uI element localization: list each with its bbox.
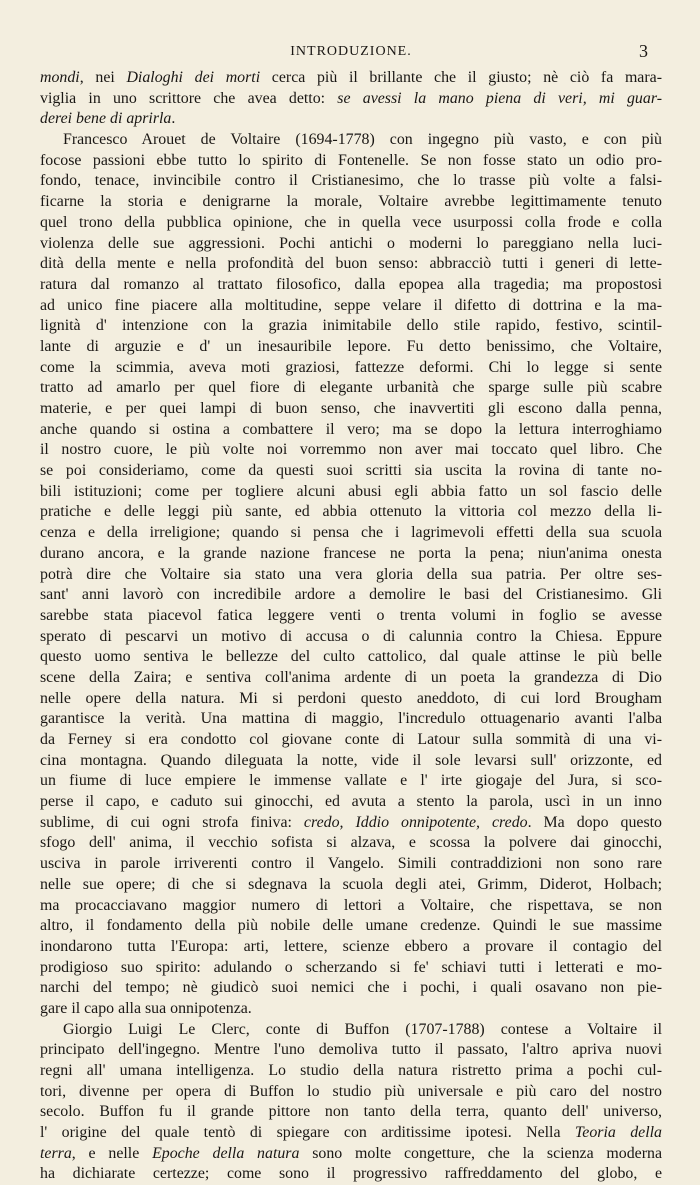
text-segment: durano ancora, e la grande nazione francese ne porta la pena; niun'anima onesta	[40, 544, 662, 562]
text-line	[40, 689, 662, 710]
text-segment: scene della Zaira; e sentiva coll'anima ardente di un poeta la grandezza di Dio	[40, 668, 662, 686]
text-segment: dità della mente e nella profondità del buon senso: abbracciò tutti i generi di lette-	[40, 255, 662, 273]
text-segment: materie, e per quei lampi di buon senso, che inavvertiti gli escono dalla penna,	[40, 400, 662, 417]
text-segment: da Ferney si era condotto col giovane conte di Latour sulla sommità di una vi-	[40, 731, 662, 748]
text-line	[40, 854, 662, 875]
text-segment: un fiume di luce empiere le immense vallate e l' irte giogaje del Jura, si sco-	[40, 772, 662, 790]
text-segment: se poi consideriamo, come da questi suoi scritti sia uscita la rovina di tante no-	[40, 462, 662, 480]
text-line	[40, 296, 662, 317]
text-line	[40, 378, 662, 399]
text-line	[40, 937, 662, 958]
running-head: INTRODUZIONE.	[290, 44, 412, 59]
text-segment: tori, divenne per opera di Buffon lo studio più universale e più caro del nostro	[40, 1082, 662, 1100]
text-segment: altro, il fondamento della più nobile delle umane credenze. Quindi le sue massime	[40, 917, 662, 935]
text-line	[40, 751, 662, 772]
text-segment: . Ma dopo questo	[527, 813, 662, 831]
text-segment: narchi del tempo; nè giudicò suoi nemici che i pochi, i quali osavano non pie-	[40, 979, 662, 997]
text-segment: prodigioso suo spirito: adulando o scherzando si fe' schiavi tutti i letterati e mo-	[40, 958, 662, 976]
text-line	[40, 461, 662, 482]
text-line	[40, 151, 662, 172]
text-segment: ma procacciavano maggior numero di lettori a Voltaire, che rispettava, se non	[40, 896, 662, 914]
italic-segment: credo, Iddio onnipotente, credo	[303, 813, 528, 831]
text-segment: ha dichiarate certezze; come sono il progressivo raffreddamento del globo, e	[40, 1165, 662, 1183]
text-segment: Giorgio Luigi Le Clerc, conte di Buffon (1707-1788) contese a Voltaire il	[63, 1020, 662, 1038]
text-line	[40, 585, 662, 606]
text-line	[40, 275, 662, 296]
text-line	[40, 234, 662, 255]
text-segment: come la scimmia, aveva moti graziosi, fattezze deformi. Chi lo legge si sente	[40, 358, 662, 376]
text-line	[40, 565, 662, 586]
text-line	[40, 337, 662, 358]
text-line	[40, 792, 662, 813]
italic-segment: Epoche della natura	[152, 1144, 300, 1162]
text-segment: viglia in uno scrittore che avea detto:	[40, 89, 338, 107]
italic-segment: Teoria della	[574, 1124, 662, 1142]
text-segment: usciva in parole irriverenti contro il Vangelo. Simili contraddizioni non sono rare	[40, 855, 662, 873]
text-segment: ratura dal romanzo al trattato filosofico, dalla epopea alla tragedia; ma propostosi	[40, 275, 662, 293]
text-segment: , e nelle	[71, 1144, 153, 1162]
text-line	[40, 1061, 662, 1082]
text-segment: nelle opere della natura. Mi si perdoni questo aneddoto, di cui lord Brougham	[40, 689, 662, 707]
text-segment: ficarne la storia e denigrarne la morale, Voltaire avrebbe legittimamente tenuto	[40, 193, 662, 211]
text-line	[40, 192, 662, 213]
text-segment: nelle sue opere; di che si sdegnava la scuola degli atei, Grimm, Diderot, Holbach;	[40, 875, 662, 893]
text-line	[40, 916, 662, 937]
text-segment: potrà dire che Voltaire sia stato una vera gloria della sua patria. Per oltre ses-	[40, 565, 662, 583]
text-segment: gare il capo alla sua onnipotenza.	[40, 999, 252, 1017]
text-segment: cina montagna. Quando dileguata la notte, vide il sole levarsi sull' orizzonte, ed	[40, 751, 662, 769]
text-line	[40, 958, 662, 979]
text-line	[40, 1082, 662, 1103]
text-segment: sfogo dell' anima, il vecchio sofista si alzava, e scossa la polvere dai ginocchi,	[40, 834, 662, 852]
text-line	[40, 668, 662, 689]
text-line	[40, 709, 662, 730]
text-line	[40, 440, 662, 461]
text-segment: garantisce la verità. Una mattina di maggio, l'incredulo ottuagenario avanti l'alba	[40, 710, 662, 728]
text-segment: principato dell'ingegno. Mentre l'uno demoliva tutto il passato, l'altro apriva nuovi	[40, 1041, 662, 1059]
text-line	[40, 109, 662, 130]
text-segment: lignità d' intenzione con la grazia inimitabile dello stile rapido, festivo, scintil-	[40, 317, 662, 335]
text-line	[40, 171, 662, 192]
text-segment: cerca più il brillante che il giusto; nè ciò fa mara-	[260, 69, 662, 86]
text-line	[40, 502, 662, 523]
text-segment: perse il capo, e caduto sui ginocchi, ed avuta a stento la parola, uscì in un inno	[40, 793, 662, 811]
text-segment: questo uomo sentiva le bellezze del culto cattolico, dal quale attinse le più belle	[40, 648, 662, 666]
italic-segment: mondi	[40, 69, 80, 86]
text-line	[40, 627, 662, 648]
text-segment: .	[171, 110, 176, 128]
text-segment: sublime, di cui ogni strofa finiva:	[40, 813, 304, 831]
text-line	[40, 606, 662, 627]
text-line	[40, 1164, 662, 1185]
text-segment: fondo, tenace, invincibile contro il Cristianesimo, che lo trasse più volte a falsi-	[40, 172, 662, 190]
text-segment: il nostro cuore, le più volte noi vorremmo non aver mai toccato quel libro. Che	[40, 441, 662, 459]
italic-segment: se avessi la mano piena di veri, mi guar-	[337, 89, 662, 107]
page-header	[54, 41, 648, 66]
text-segment: lante di arguzie e d' un inesauribile lepore. Fu detto benissimo, che Voltaire,	[40, 337, 662, 355]
text-line	[40, 68, 662, 89]
italic-segment: derei bene di aprirla	[40, 110, 172, 128]
text-segment: focose passioni ebbe tutto lo spirito di Fontenelle. Se non fosse stato un odio pro-	[40, 151, 662, 169]
text-line	[40, 254, 662, 275]
text-line	[40, 730, 662, 751]
text-line	[40, 523, 662, 544]
text-line	[40, 978, 662, 999]
text-line	[40, 482, 662, 503]
text-segment: cenza e della irreligione; quando si pensa che i lagrimevoli effetti della sua scuola	[40, 524, 662, 542]
text-line	[40, 647, 662, 668]
text-segment: anche quando si ostina a combattere il vero; ma se dopo la lettura interroghiamo	[40, 420, 662, 438]
text-line	[40, 130, 662, 151]
text-line	[40, 813, 662, 834]
text-segment: violenza delle sue aggressioni. Pochi antichi o moderni lo pareggiano nella luci-	[40, 234, 662, 252]
text-line	[40, 833, 662, 854]
text-segment: ad unico fine piacere alla moltitudine, seppe velare il difetto di dottrina e la ma-	[40, 296, 662, 314]
text-line	[40, 896, 662, 917]
page-number: 3	[639, 41, 648, 61]
text-segment: l' origine del quale tentò di spiegare con arditissime ipotesi. Nella	[40, 1124, 575, 1142]
text-line	[40, 875, 662, 896]
text-line	[40, 544, 662, 565]
text-line	[40, 89, 662, 110]
text-line	[40, 213, 662, 234]
text-line	[40, 399, 662, 420]
text-segment: sono molte congetture, che la scienza moderna	[299, 1144, 662, 1162]
text-segment: pratiche e delle leggi più sante, ed abbia ottenuto la vittoria col mezzo della li-	[40, 503, 662, 521]
text-segment: Francesco Arouet de Voltaire (1694-1778) con ingegno più vasto, e con più	[63, 131, 662, 149]
text-segment: secolo. Buffon fu il grande pittore non tanto della terra, quanto dell' universo,	[40, 1103, 662, 1121]
text-line	[40, 420, 662, 441]
body-text	[40, 68, 662, 1185]
text-line	[40, 1020, 662, 1041]
text-line	[40, 358, 662, 379]
text-line	[40, 999, 662, 1020]
italic-segment: terra	[40, 1144, 72, 1162]
text-segment: bili istituzioni; come per togliere alcuni abusi egli abbia fatto un sol fascio delle	[40, 482, 662, 500]
text-segment: , nei	[79, 69, 127, 86]
text-line	[40, 1144, 662, 1165]
text-line	[40, 771, 662, 792]
text-line	[40, 1102, 662, 1123]
text-segment: regni all' umana intelligenza. Lo studio della natura ristretto prima a pochi cul-	[40, 1062, 662, 1079]
italic-segment: Dialoghi dei morti	[126, 69, 261, 86]
text-line	[40, 1040, 662, 1061]
text-segment: sarebbe stata piacevol fatica leggere venti o trenta volumi in foglio se avesse	[40, 606, 662, 624]
text-segment: inondarono tutta l'Europa: arti, lettere, scienze ebbero a provare il contagio del	[40, 937, 662, 955]
text-segment: tratto ad amarlo per quel fiore di elegante urbanità che sparge sulle più scabre	[40, 379, 662, 397]
text-line	[40, 1123, 662, 1144]
text-line	[40, 316, 662, 337]
text-segment: sant' anni lavorò con incredibile ardore a demolire le basi del Cristianesimo. Gli	[40, 586, 662, 604]
text-segment: quel trono della pubblica opinione, che in quella vece usurpossi colla frode e colla	[40, 213, 662, 231]
text-segment: sperato di pescarvi un motivo di accusa o di calunnia contro la Chiesa. Eppure	[40, 627, 662, 645]
